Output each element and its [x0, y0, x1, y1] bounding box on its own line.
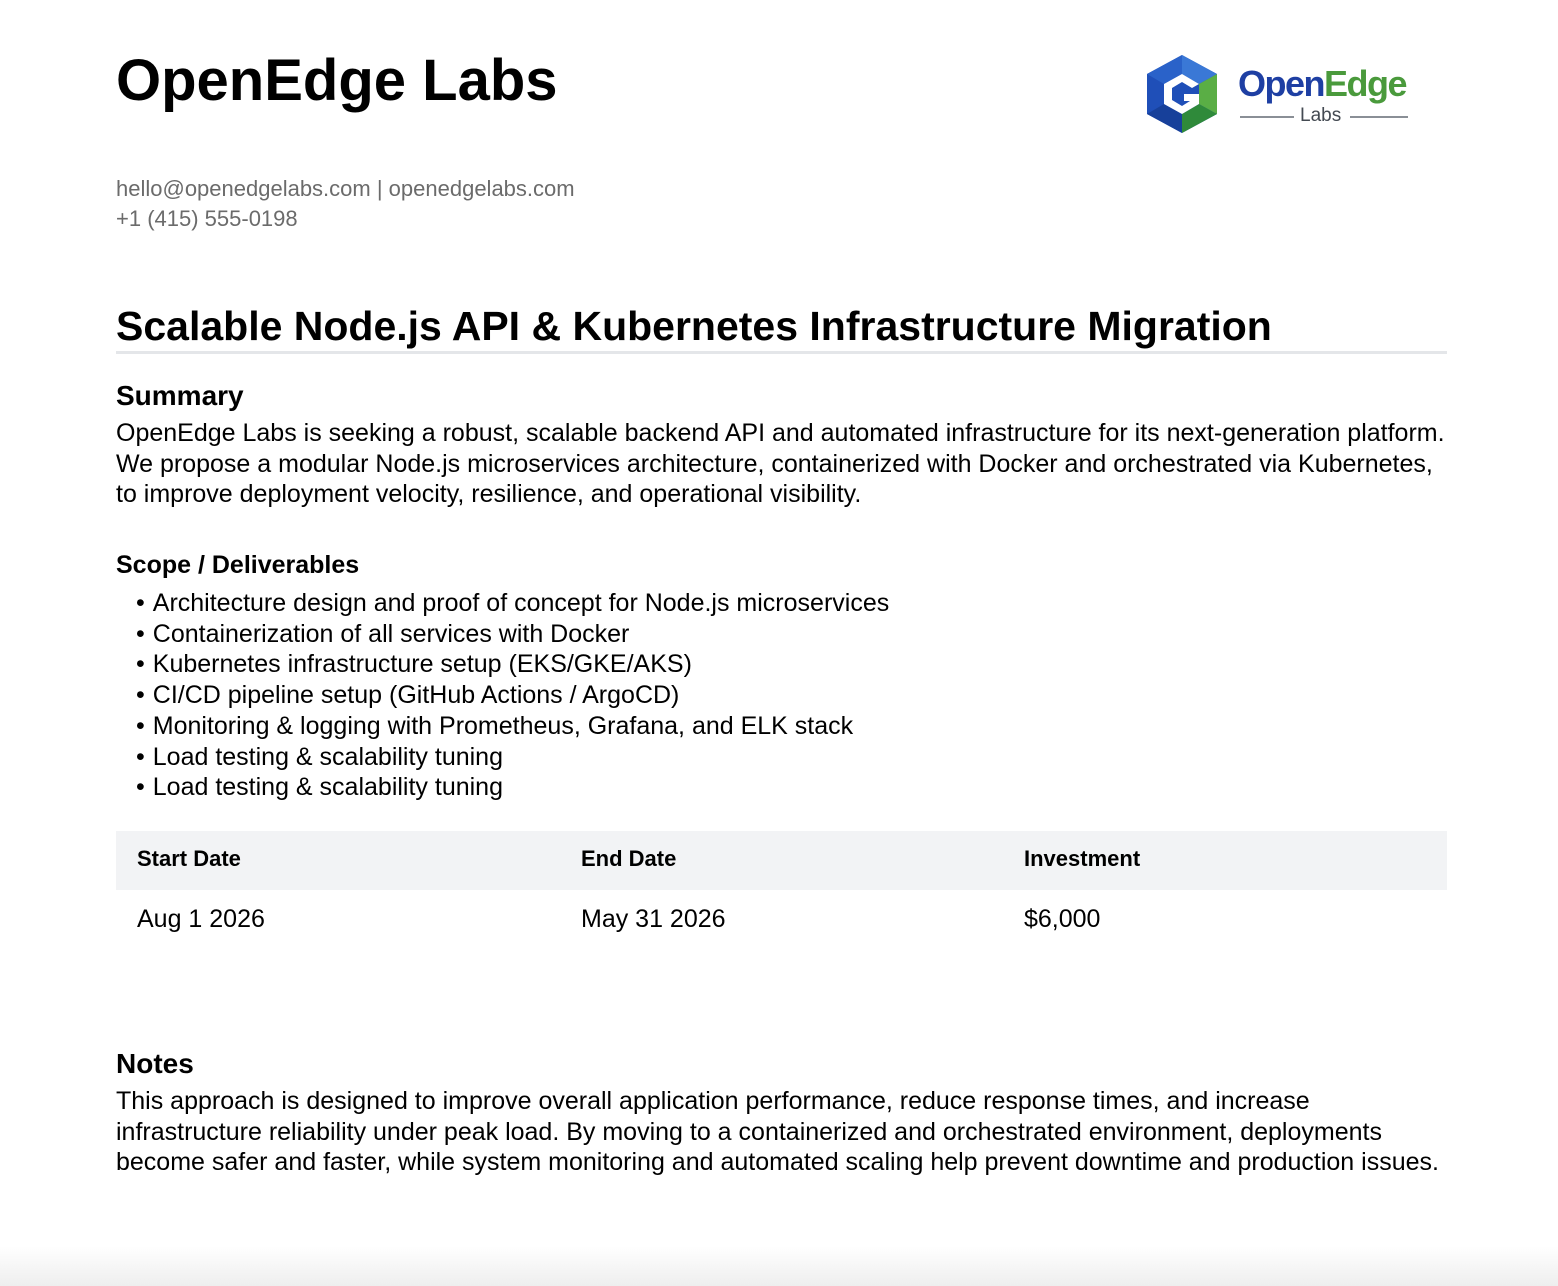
- scope-heading: Scope / Deliverables: [116, 551, 360, 579]
- logo-divider-left: [1240, 116, 1294, 118]
- company-logo: [1142, 52, 1422, 136]
- list-item: • Load testing & scalability tuning: [136, 772, 889, 803]
- logo-divider-right: [1350, 116, 1408, 118]
- header-end-date: End Date: [581, 846, 677, 871]
- investment-value: $6,000: [1024, 905, 1101, 933]
- list-item: • Monitoring & logging with Prometheus, Grafana, and ELK stack: [136, 711, 889, 742]
- list-item: • CI/CD pipeline setup (GitHub Actions / ArgoCD): [136, 680, 889, 711]
- list-item: • Kubernetes infrastructure setup (EKS/GKE/AKS): [136, 649, 889, 680]
- list-item: • Containerization of all services with Docker: [136, 619, 889, 650]
- logo-sub-text: Labs: [1300, 105, 1342, 126]
- notes-text: This approach is designed to improve overall application performance, reduce response times, and increase infrastructure reliability under peak load. By moving to a containerized and orchestrated environment, deployments become safer and faster, while system monitoring and automated scaling help prevent downtime and production issues.: [116, 1087, 1439, 1177]
- contact-email-website: hello@openedgelabs.com | openedgelabs.com: [116, 176, 575, 201]
- logo-subtitle: [1240, 105, 1408, 127]
- timeline-table: [116, 831, 1447, 946]
- notes-heading: Notes: [116, 1048, 194, 1079]
- logo-word-edge: Edge: [1324, 63, 1407, 104]
- logo-word-open: Open: [1238, 63, 1325, 104]
- deliverables-list: [136, 588, 889, 803]
- contact-phone: +1 (415) 555-0198: [116, 206, 298, 231]
- contact-info: [116, 174, 575, 234]
- project-title: Scalable Node.js API & Kubernetes Infrastructure Migration: [116, 303, 1272, 349]
- logo-wordmark: [1238, 64, 1406, 104]
- hexagon-logo-icon: [1142, 52, 1226, 136]
- end-date-value: May 31 2026: [581, 905, 726, 933]
- list-item: • Load testing & scalability tuning: [136, 742, 889, 773]
- proposal-page: [116, 0, 1447, 1286]
- header-investment: Investment: [1024, 846, 1141, 871]
- summary-text: OpenEdge Labs is seeking a robust, scalable backend API and automated infrastructure for its next-generation platform. We propose a modular Node.js microservices architecture, containerized with Docker and orchestrated via Kubernetes, to improve deployment velocity, resilience, and operational visibility.: [116, 419, 1445, 509]
- start-date-value: Aug 1 2026: [137, 905, 265, 933]
- table-header-row: [116, 831, 1447, 890]
- list-item: • Architecture design and proof of concept for Node.js microservices: [136, 588, 889, 619]
- summary-heading: Summary: [116, 380, 244, 411]
- table-row: [116, 890, 1447, 946]
- company-name: OpenEdge Labs: [116, 48, 558, 113]
- header-start-date: Start Date: [137, 846, 241, 871]
- title-divider: [116, 351, 1447, 354]
- page-bottom-shadow: [0, 1246, 1558, 1286]
